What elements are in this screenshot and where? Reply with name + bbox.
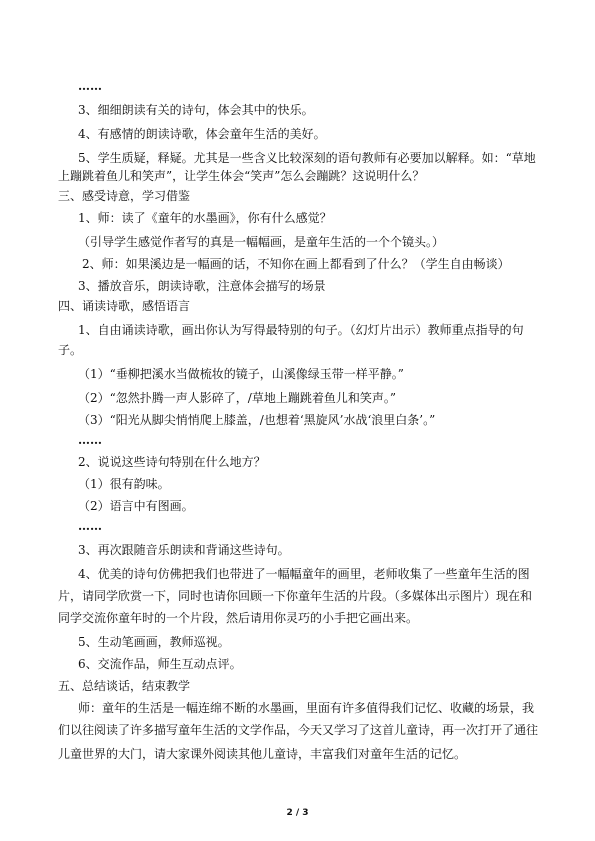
paragraph-line: （引导学生感觉作者写的真是一幅幅画，是童年生活的一个个镜头。） bbox=[78, 235, 445, 249]
paragraph-line: 4、有感情的朗读诗歌，体会童年生活的美好。 bbox=[78, 127, 326, 141]
paragraph-line: 同学交流你童年时的一个片段，然后请用你灵巧的小手把它画出来。 bbox=[58, 611, 419, 625]
quote-line: （1）“垂柳把溪水当做梳妆的镜子，山溪像绿玉带一样平静。” bbox=[78, 367, 404, 381]
paragraph-line: 们以往阅读了许多描写童年生活的文学作品，今天又学习了这首儿童诗，再一次打开了通往 bbox=[58, 723, 539, 737]
paragraph-line: 6、交流作品，师生互动点评。 bbox=[78, 657, 242, 671]
paragraph-line: 3、细细朗读有关的诗句，体会其中的快乐。 bbox=[78, 103, 314, 117]
section-heading: 四、诵读诗歌，感悟语言 bbox=[58, 299, 191, 313]
quote-line: （3）“阳光从脚尖悄悄爬上膝盖，/也想着‘黑旋风’水战‘浪里白条’。” bbox=[78, 413, 436, 427]
paragraph-line: （1）很有韵味。 bbox=[78, 477, 170, 491]
paragraph-line: 3、播放音乐，朗读诗歌，注意体会描写的场景 bbox=[78, 279, 326, 293]
ellipsis: …… bbox=[78, 79, 102, 93]
section-heading: 五、总结谈话，结束教学 bbox=[58, 679, 191, 693]
paragraph-line: 5、学生质疑，释疑。尤其是一些含义比较深刻的语句教师有必要加以解释。如：“草地 bbox=[78, 151, 536, 165]
paragraph-line: 5、生动笔画画，教师巡视。 bbox=[78, 635, 230, 649]
paragraph-line: 上蹦跳着鱼儿和笑声”，让学生体会“笑声”怎么会蹦跳？这说明什么？ bbox=[58, 169, 425, 183]
section-heading: 三、感受诗意，学习借鉴 bbox=[58, 189, 191, 203]
paragraph-line: 3、再次跟随音乐朗读和背诵这些诗句。 bbox=[78, 543, 290, 557]
paragraph-line: 1、师：读了《童年的水墨画》，你有什么感觉？ bbox=[78, 211, 332, 225]
paragraph-line: 儿童世界的大门，请大家课外阅读其他儿童诗，丰富我们对童年生活的记忆。 bbox=[58, 747, 467, 761]
paragraph-line: 2、说说这些诗句特别在什么地方？ bbox=[78, 455, 266, 469]
paragraph-line: 2、师：如果溪边是一幅画的话，不知你在画上都看到了什么？（学生自由畅谈） bbox=[82, 257, 510, 271]
paragraph-line: （2）语言中有图画。 bbox=[78, 499, 194, 513]
paragraph-line: 片，请同学欣赏一下，同时也请你回顾一下你童年生活的片段。（多媒体出示图片）现在和 bbox=[58, 589, 533, 603]
ellipsis: …… bbox=[78, 433, 102, 447]
page-number: 2 / 3 bbox=[286, 808, 309, 818]
paragraph-line: 师：童年的生活是一幅连绵不断的水墨画，里面有许多值得我们记忆、收藏的场景，我 bbox=[78, 701, 535, 715]
ellipsis: …… bbox=[78, 519, 102, 533]
paragraph-line: 1、自由诵读诗歌，画出你认为写得最特别的句子。（幻灯片出示）教师重点指导的句 bbox=[78, 323, 524, 337]
quote-line: （2）“忽然扑腾一声人影碎了，/草地上蹦跳着鱼儿和笑声。” bbox=[78, 391, 396, 405]
paragraph-line: 子。 bbox=[58, 343, 83, 357]
paragraph-line: 4、优美的诗句仿佛把我们也带进了一幅幅童年的画里，老师收集了一些童年生活的图 bbox=[78, 567, 530, 581]
